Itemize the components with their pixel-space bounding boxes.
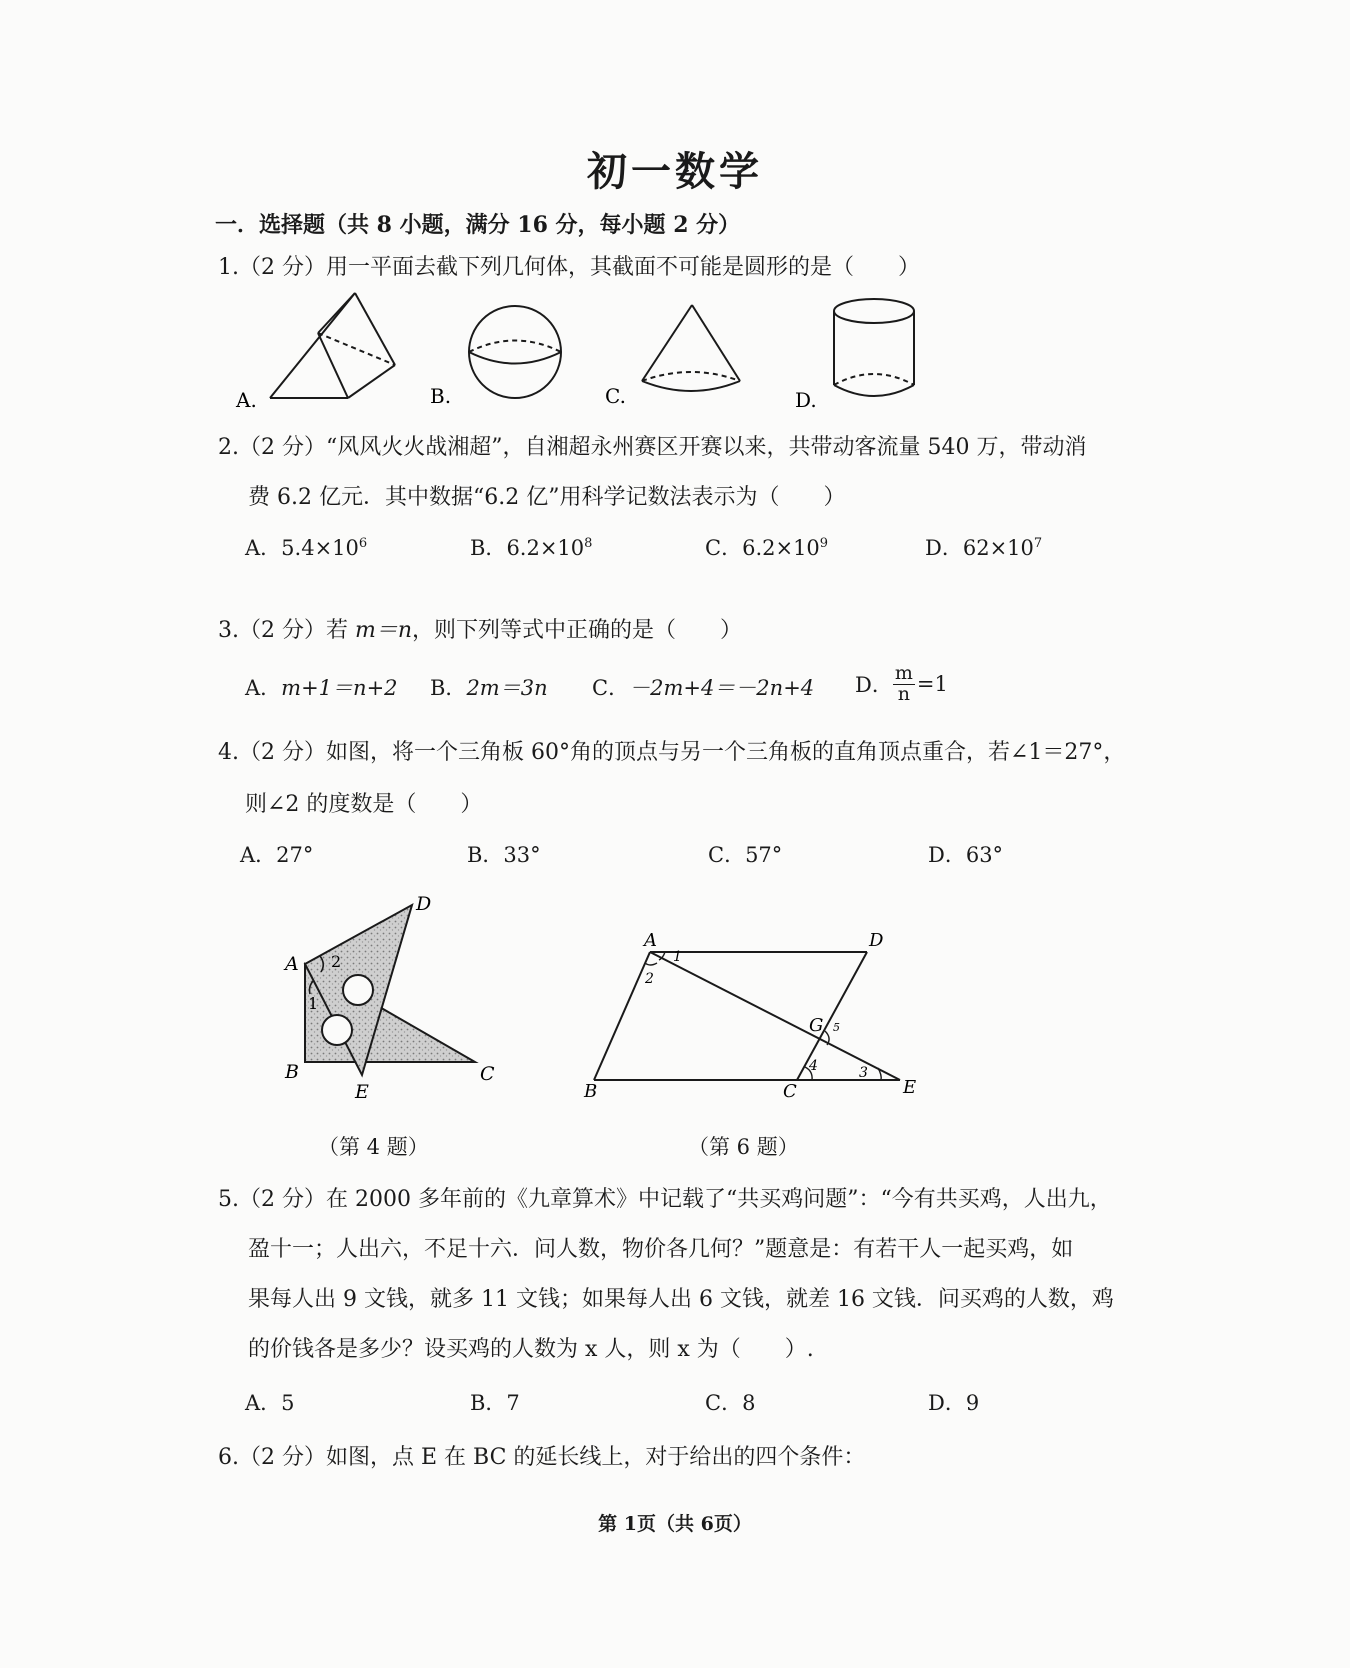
question-5-option-b[interactable]: B．7 [470, 1391, 520, 1415]
fig6-point-c: C [783, 1081, 797, 1102]
fig6-point-e: E [903, 1077, 917, 1098]
fig6-point-b: B [584, 1081, 598, 1102]
section-heading: 一．选择题（共 8 小题，满分 16 分，每小题 2 分） [215, 212, 741, 238]
question-1-stem: 1.（2 分）用一平面去截下列几何体，其截面不可能是圆形的是（ ） [218, 255, 920, 280]
fig4-point-a: A [285, 953, 299, 975]
option-a-label: A. [236, 388, 257, 412]
question-3-option-b[interactable]: B．2m＝3n [430, 676, 548, 700]
fig6-angle-5: 5 [833, 1021, 840, 1034]
option-d-label: D. [795, 388, 817, 412]
fig6-angle-2: 2 [645, 971, 654, 987]
fig6-angle-3: 3 [859, 1065, 868, 1081]
fig4-point-b: B [285, 1061, 299, 1083]
question-3-stem: 3.（2 分）若 m＝n，则下列等式中正确的是（ ） [218, 618, 743, 643]
fig4-point-e: E [355, 1081, 369, 1103]
cone-figure [642, 305, 740, 391]
sphere-figure [469, 306, 561, 398]
question-5-line-1: 5.（2 分）在 2000 多年前的《九章算术》中记载了“共买鸡问题”：“今有共买鸡，人出九， [218, 1187, 1112, 1212]
fig6-point-d: D [869, 930, 884, 951]
page-footer: 第 1页（共 6页） [598, 1513, 752, 1535]
question-5-line-4: 的价钱各是多少？设买鸡的人数为 x 人，则 x 为（ ）. [248, 1337, 814, 1362]
question-2-option-d[interactable]: D．$62\times 10^7$ [925, 536, 1043, 560]
fig6-point-a: A [644, 930, 657, 951]
plate-hole-bottom [322, 1015, 352, 1045]
question-3-option-a[interactable]: A．m+1＝n+2 [245, 676, 398, 700]
option-c-label: C. [605, 384, 626, 408]
figure-6 [575, 925, 935, 1100]
cylinder-figure [834, 299, 914, 396]
option-b-label: B. [430, 384, 452, 408]
question-5-line-3: 果每人出 9 文钱，就多 11 文钱；如果每人出 6 文钱，就差 16 文钱．问买鸡的人数，鸡 [248, 1287, 1114, 1312]
fig4-angle-2: 2 [331, 952, 342, 971]
figure-4 [280, 890, 510, 1110]
question-2-option-a[interactable]: A．$5.4\times 10^6$ [245, 536, 368, 560]
figure-6-caption: （第 6 题） [688, 1135, 799, 1159]
question-2-line-2: 费 6.2 亿元．其中数据“6.2 亿”用科学记数法表示为（ ） [248, 485, 846, 510]
question-5-option-c[interactable]: C．8 [705, 1391, 756, 1415]
question-2-line-1: 2.（2 分）“风风火火战湘超”，自湘超永州赛区开赛以来，共带动客流量 540 万，带动消 [218, 435, 1087, 460]
question-5-line-2: 盈十一；人出六，不足十六．问人数，物价各几何？”题意是：有若干人一起买鸡，如 [248, 1237, 1074, 1262]
fig4-point-c: C [480, 1063, 495, 1085]
fig6-point-g: G [809, 1015, 824, 1036]
question-4-line-1: 4.（2 分）如图，将一个三角板 60°角的顶点与另一个三角板的直角顶点重合，若∠1＝27°， [218, 740, 1126, 765]
question-3-option-d[interactable]: D． $\frac{m}{n}$ =1 [855, 662, 948, 705]
triangular-prism-figure [270, 293, 395, 398]
question-5-option-a[interactable]: A．5 [245, 1391, 295, 1415]
question-2-option-c[interactable]: C．$6.2\times 10^9$ [705, 536, 829, 560]
fig4-point-d: D [416, 893, 432, 915]
question-4-line-2: 则∠2 的度数是（ ） [245, 792, 483, 817]
fig6-angle-1: 1 [673, 949, 682, 965]
question-4-option-c[interactable]: C．57° [708, 843, 783, 867]
page-title: 初一数学 [587, 148, 763, 195]
question-4-option-a[interactable]: A．27° [240, 843, 314, 867]
plate-hole-top [343, 975, 373, 1005]
figure-4-caption: （第 4 题） [318, 1135, 429, 1159]
question-3-option-c[interactable]: C．－2m+4＝－2n+4 [592, 676, 815, 700]
question-6-stem: 6.（2 分）如图，点 E 在 BC 的延长线上，对于给出的四个条件： [218, 1445, 866, 1470]
question-4-option-d[interactable]: D．63° [928, 843, 1004, 867]
fig6-angle-4: 4 [809, 1058, 818, 1074]
fraction-m-over-n: $\frac{m}{n}$ [894, 662, 913, 705]
question-2-option-b[interactable]: B．$6.2\times 10^8$ [470, 536, 593, 560]
question-1-solids [236, 285, 960, 445]
fig4-angle-1: 1 [308, 994, 319, 1013]
question-5-option-d[interactable]: D．9 [928, 1391, 980, 1415]
question-4-option-b[interactable]: B．33° [467, 843, 541, 867]
